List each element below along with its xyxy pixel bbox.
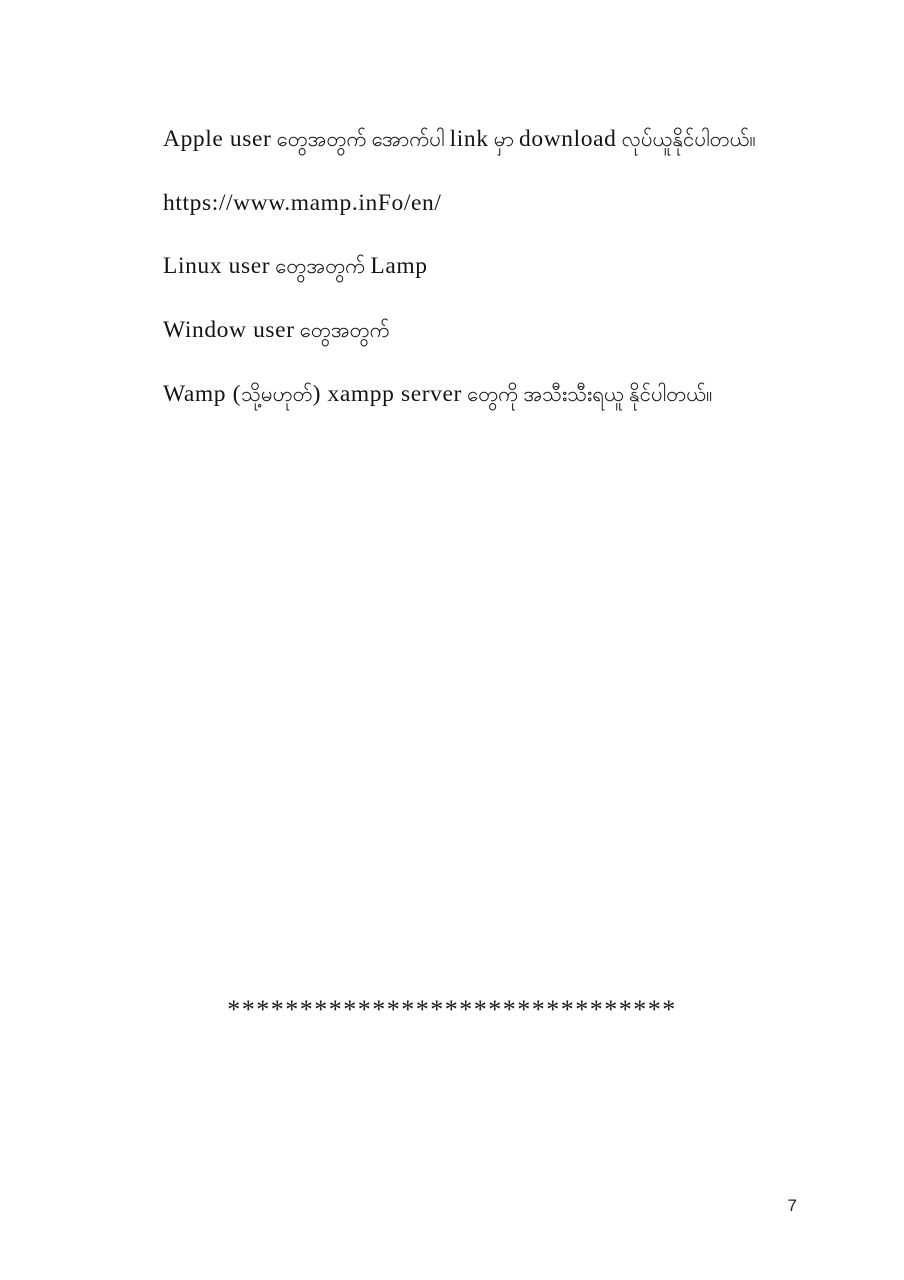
line-mamp-url[interactable] [107, 182, 797, 225]
latin-run: link [449, 126, 489, 152]
latin-run: Window user [163, 317, 295, 343]
burmese-run: တွေအတွက် အောက်ပါ [271, 129, 450, 151]
latin-run: Lamp [370, 253, 428, 279]
page-number: 7 [787, 1196, 797, 1215]
burmese-run: တွေကို အသီးသီးရယူ နိုင်ပါတယ်။ [461, 384, 713, 406]
burmese-run: တွေအတွက် [294, 320, 390, 342]
line-wamp-xampp [107, 373, 797, 417]
line-apple-user [107, 118, 797, 162]
latin-run: Wamp ( [163, 381, 242, 407]
latin-run: Apple user [163, 126, 272, 152]
page-body [107, 98, 797, 437]
burmese-run: သို့မဟုတ် [241, 384, 313, 406]
latin-run: https://www.mamp.inFo/en/ [163, 190, 442, 216]
line-window-user [107, 309, 797, 353]
latin-run: ) xampp server [312, 381, 462, 407]
burmese-run: မှာ [488, 129, 520, 151]
asterisk-separator: ******************************* [227, 995, 677, 1024]
latin-run: Linux user [163, 253, 271, 279]
burmese-run: တွေအတွက် [270, 256, 371, 278]
burmese-run: လုပ်ယူနိုင်ပါတယ်။ [616, 129, 756, 151]
latin-run: download [519, 126, 617, 152]
line-linux-user [107, 245, 797, 289]
